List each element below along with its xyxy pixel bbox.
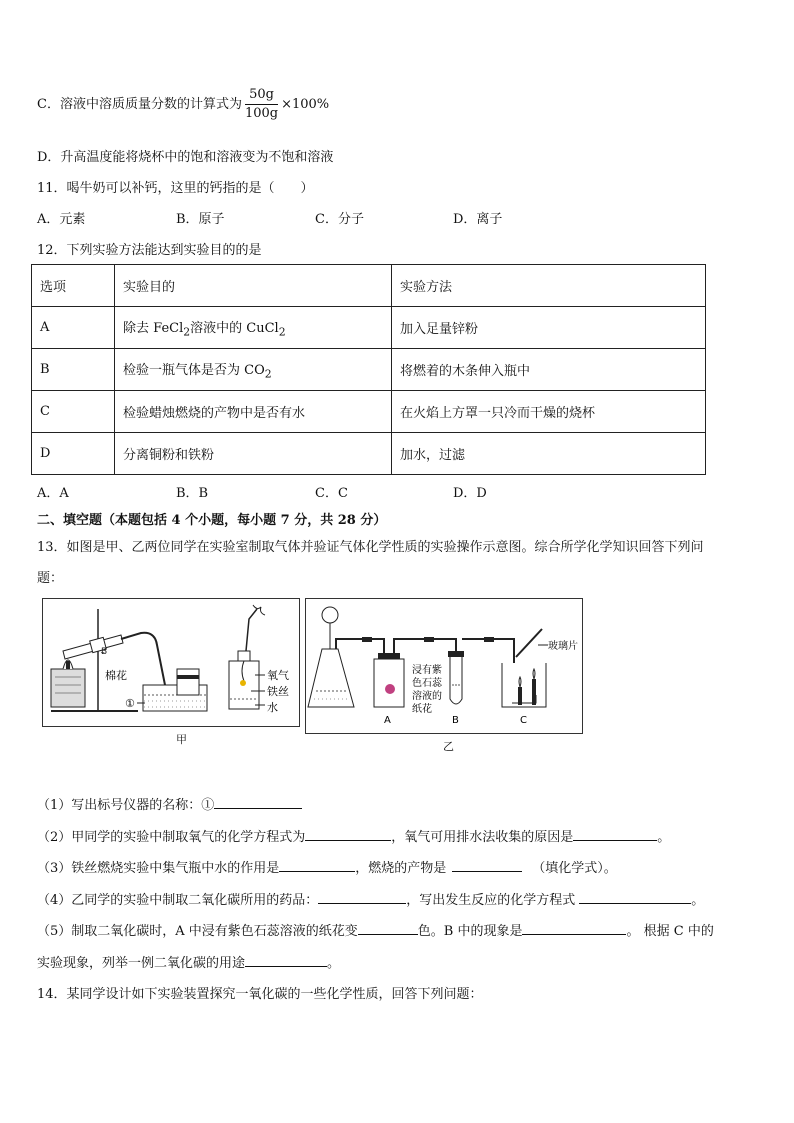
answer-blank[interactable]	[522, 920, 626, 935]
label-paper-4: 纸花	[412, 704, 432, 715]
label-paper-1: 浸有紫	[412, 665, 442, 676]
q12-option-d: D．D	[453, 486, 487, 501]
q13-stem-line1: 13．如图是甲、乙两位同学在实验室制取气体并验证气体化学性质的实验操作示意图。综合所学化学知识回答下列问	[37, 540, 704, 555]
label-oxygen: 氧气	[267, 669, 289, 682]
answer-blank[interactable]	[579, 889, 691, 904]
answer-blank[interactable]	[214, 794, 302, 809]
row-option: A	[32, 307, 115, 349]
oxygen-apparatus-diagram	[43, 599, 299, 726]
q12-stem: 12．下列实验方法能达到实验目的的是	[37, 243, 262, 258]
q13-sub-5-cont: 实验现象，列举一例二氧化碳的用途 。	[37, 952, 340, 971]
answer-blank[interactable]	[305, 826, 391, 841]
label-water: 水	[267, 701, 278, 714]
fraction-denominator: 100g	[244, 106, 279, 121]
row-option: D	[32, 433, 115, 475]
label-paper-3: 溶液的	[412, 691, 442, 702]
answer-blank[interactable]	[358, 920, 418, 935]
header-goal: 实验目的	[115, 265, 392, 307]
label-cotton: 棉花	[105, 669, 127, 682]
row-goal: 检验一瓶气体是否为 $CO_2$	[115, 349, 392, 391]
answer-blank[interactable]	[245, 952, 327, 967]
table-row	[32, 307, 706, 349]
section-heading: 二、填空题（本题包括 4 个小题，每小题 7 分，共 28 分）	[37, 513, 387, 528]
q10-option-c	[37, 86, 329, 123]
row-goal: 检验蜡烛燃烧的产物中是否有水	[115, 391, 392, 433]
row-method: 加水，过滤	[392, 433, 706, 475]
q14-stem: 14．某同学设计如下实验装置探究一氧化碳的一些化学性质，回答下列问题：	[37, 987, 483, 1002]
row-option: B	[32, 349, 115, 391]
row-goal: 分离铜粉和铁粉	[115, 433, 392, 475]
q13-sub-3: （3）铁丝燃烧实验中集气瓶中水的作用是 ，燃烧的产物是 （填化学式）。	[37, 857, 617, 876]
label-iron-wire: 铁丝	[267, 685, 289, 698]
row-method: 将燃着的木条伸入瓶中	[392, 349, 706, 391]
q12-option-a: A．A	[37, 486, 69, 501]
q11-stem: 11．喝牛奶可以补钙，这里的钙指的是（ ）	[37, 181, 314, 196]
answer-blank[interactable]	[573, 826, 657, 841]
svg-text:Ƀ: Ƀ	[101, 647, 108, 657]
q11-option-b: B．原子	[176, 212, 225, 227]
table-header-row	[32, 265, 706, 307]
q13-sub-5: （5）制取二氧化碳时，A 中浸有紫色石蕊溶液的纸花变 色。B 中的现象是 。 根据 C 中的	[37, 920, 714, 939]
q11-option-d: D．离子	[453, 212, 503, 227]
answer-blank[interactable]	[318, 889, 406, 904]
co2-apparatus-diagram	[306, 599, 582, 733]
q12-table	[31, 264, 706, 475]
q13-sub-2: （2）甲同学的实验中制取氧气的化学方程式为 ，氧气可用排水法收集的原因是 。	[37, 826, 670, 845]
q13-sub-4: （4）乙同学的实验中制取二氧化碳所用的药品： ，写出发生反应的化学方程式 。	[37, 889, 704, 908]
q10-option-d: D．升高温度能将烧杯中的饱和溶液变为不饱和溶液	[37, 150, 334, 165]
q13-sub-1: （1）写出标号仪器的名称：①	[37, 794, 302, 813]
q11-option-c: C．分子	[315, 212, 364, 227]
fraction-numerator: 50g	[245, 86, 278, 105]
header-option: 选项	[32, 265, 115, 307]
figure-jia	[42, 598, 300, 727]
q10-c-suffix: ×100%	[281, 97, 330, 112]
label-marker: ①	[125, 697, 135, 710]
table-row	[32, 349, 706, 391]
q11-option-a: A．元素	[37, 212, 86, 227]
figure-caption-jia: 甲	[176, 733, 187, 746]
q12-option-c: C．C	[315, 486, 348, 501]
figure-yi	[305, 598, 583, 734]
label-b: B	[452, 715, 459, 726]
q10-c-text: C．溶液中溶质质量分数的计算式为	[37, 97, 242, 112]
q13-stem-line2: 题：	[37, 571, 64, 586]
figure-caption-yi: 乙	[443, 740, 454, 753]
row-goal: 除去 FeCl$_2$溶液中的 CuCl$_2$	[115, 307, 392, 349]
header-method: 实验方法	[392, 265, 706, 307]
row-method: 加入足量锌粉	[392, 307, 706, 349]
row-option: C	[32, 391, 115, 433]
label-c: C	[520, 715, 527, 726]
label-glass-plate: 玻璃片	[548, 641, 578, 652]
table-row	[32, 391, 706, 433]
table-row	[32, 433, 706, 475]
q12-option-b: B．B	[176, 486, 209, 501]
answer-blank[interactable]	[452, 857, 522, 872]
label-a: A	[384, 715, 391, 726]
row-method: 在火焰上方罩一只冷而干燥的烧杯	[392, 391, 706, 433]
label-paper-2: 色石蕊	[412, 678, 442, 689]
fraction	[245, 86, 278, 123]
answer-blank[interactable]	[279, 857, 355, 872]
